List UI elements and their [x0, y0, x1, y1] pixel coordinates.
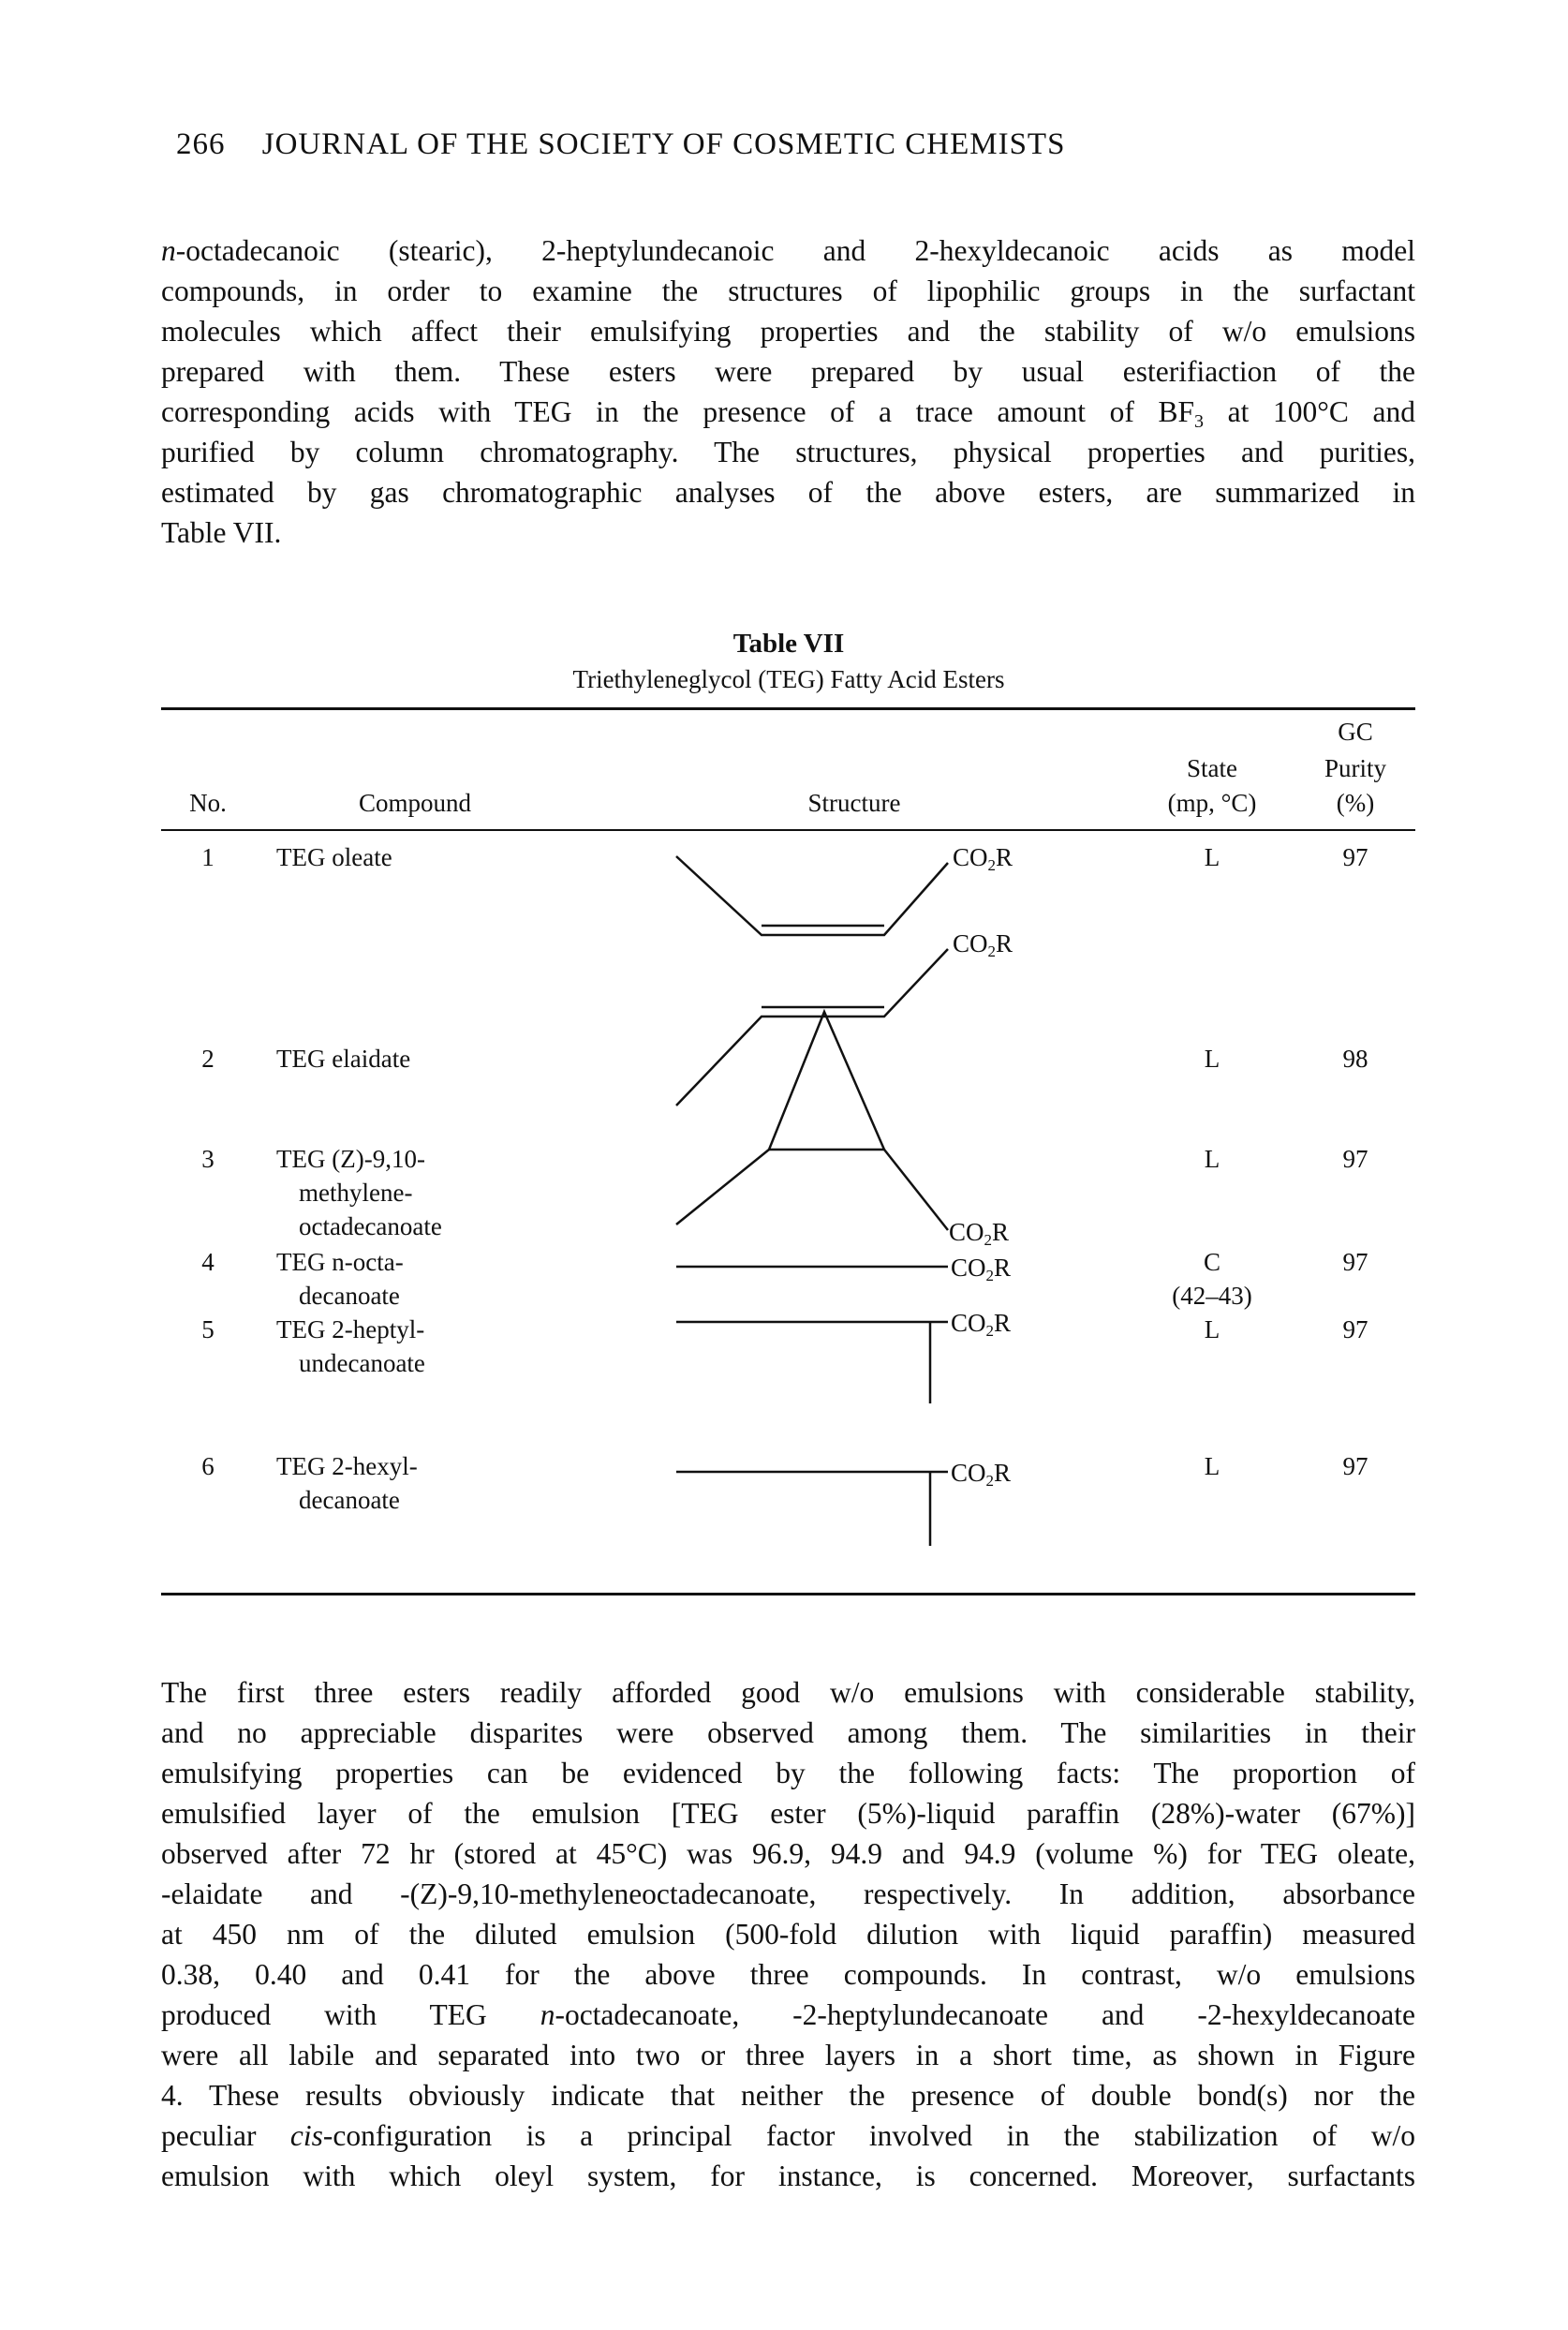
compound-name: decanoate	[299, 1486, 400, 1514]
text-segment: observed after 72 hr (stored at 45°C) was 96.9, 94.9 and 94.9 (volume %) for TEG oleate,	[161, 1837, 1415, 1870]
co2r-label	[949, 1218, 1010, 1249]
table-title: Table VII	[732, 629, 845, 659]
compound-name: undecanoate	[299, 1349, 425, 1377]
text-line	[161, 1755, 1415, 1792]
row-number: 3	[201, 1145, 214, 1173]
text-segment: and no appreciable disparites were observed among them. The similarities in their	[161, 1716, 1415, 1749]
state-value: L	[1204, 843, 1220, 871]
heptylundecanoate-structure	[676, 1322, 948, 1403]
header-structure: Structure	[807, 789, 901, 817]
text-segment: compounds, in order to examine the structures of lipophilic groups in the surfactant	[161, 275, 1415, 307]
state-value: L	[1204, 1452, 1220, 1480]
r-text: R	[994, 1459, 1012, 1487]
r-text: R	[996, 929, 1013, 957]
co2r-label	[951, 1254, 1011, 1282]
text-line	[161, 2117, 1415, 2155]
state-value: L	[1204, 1315, 1220, 1343]
gc-purity-value: 97	[1342, 1145, 1368, 1173]
text-line	[161, 2158, 1415, 2195]
co-text: CO	[951, 1309, 986, 1337]
compound-name: TEG 2-heptyl-	[276, 1315, 425, 1343]
header-state: State	[1187, 754, 1237, 782]
header-state-mp: (mp, °C)	[1167, 789, 1257, 817]
row-number: 6	[201, 1452, 214, 1480]
text-segment: molecules which affect their emulsifying properties and the stability of w/o emulsions	[161, 315, 1415, 348]
oleate-structure	[676, 856, 948, 935]
header-no: No.	[189, 789, 227, 817]
state-value: L	[1204, 1045, 1220, 1073]
page-number: 266	[176, 127, 226, 161]
text-line	[161, 1795, 1415, 1833]
journal-title: JOURNAL OF THE SOCIETY OF COSMETIC CHEMISTS	[261, 127, 1066, 161]
compound-name: methylene-	[299, 1179, 413, 1207]
text-segment: estimated by gas chromatographic analyses of the above esters, are summarized in	[161, 476, 1415, 509]
co2r-label	[953, 843, 1013, 874]
subscript: 2	[987, 856, 997, 874]
table-bottom-rule	[161, 1593, 1415, 1595]
text-line	[161, 1916, 1415, 1953]
state-value: L	[1204, 1145, 1220, 1173]
row-number: 2	[201, 1045, 214, 1073]
header-purity: Purity	[1324, 754, 1387, 782]
italic-text: n	[540, 1998, 555, 2031]
text-line	[161, 2037, 1415, 2074]
text-segment: The first three esters readily afforded good w/o emulsions with considerable stability,	[161, 1676, 1415, 1709]
r-text: R	[996, 843, 1013, 871]
compound-name: TEG (Z)-9,10-	[276, 1145, 425, 1173]
co2r-label	[953, 929, 1013, 960]
state-value: C	[1203, 1248, 1221, 1276]
gc-purity-value: 97	[1342, 1315, 1368, 1343]
text-segment: -configuration is a principal factor involved in the stabilization of w/o	[322, 2119, 1415, 2152]
r-text: R	[994, 1309, 1012, 1337]
hexyldecanoate-structure	[676, 1472, 948, 1546]
text-segment: 0.38, 0.40 and 0.41 for the above three compounds. In contrast, w/o emulsions	[161, 1958, 1415, 1991]
text-segment: purified by column chromatography. The structures, physical properties and purities,	[161, 436, 1415, 468]
text-segment: -octadecanoate, -2-heptylundecanoate and -2-hexyldecanoate	[555, 1998, 1415, 2031]
co2r-label	[951, 1459, 1012, 1490]
text-segment: -elaidate and -(Z)-9,10-methyleneoctadecanoate, respectively. In addition, absorbance	[161, 1877, 1415, 1910]
row-number: 4	[201, 1248, 214, 1276]
text-segment: produced with TEG	[161, 1998, 540, 2031]
compound-name: octadecanoate	[299, 1212, 442, 1240]
text-segment: Table VII.	[161, 516, 282, 549]
gc-purity-value: 98	[1342, 1045, 1368, 1073]
compound-name: TEG n-octa-	[276, 1248, 404, 1276]
gc-purity-value: 97	[1342, 1452, 1368, 1480]
gc-purity-value: 97	[1342, 843, 1368, 871]
co-text: CO	[951, 1254, 986, 1282]
subscript: 2	[987, 942, 997, 960]
text-segment: peculiar	[161, 2119, 290, 2152]
text-segment: at 450 nm of the diluted emulsion (500-fold dilution with liquid paraffin) measured	[161, 1918, 1415, 1951]
text-segment: emulsified layer of the emulsion [TEG ester (5%)-liquid paraffin (28%)-water (67%)]	[161, 1797, 1415, 1830]
melting-point: (42–43)	[1172, 1282, 1252, 1310]
text-segment: emulsifying properties can be evidenced by the following facts: The proportion of	[161, 1757, 1415, 1789]
header-compound: Compound	[358, 789, 472, 817]
text-line	[161, 1835, 1415, 1873]
text-line	[161, 1956, 1415, 1994]
text-segment: at 100°C and	[1204, 395, 1416, 428]
subscript: 2	[985, 1322, 995, 1340]
text-segment: prepared with them. These esters were prepared by usual esterifiaction of the	[161, 355, 1415, 388]
italic-text: cis	[289, 2119, 323, 2152]
header-percent: (%)	[1336, 789, 1375, 817]
header-gc: GC	[1338, 718, 1373, 746]
italic-text: n	[161, 234, 176, 267]
subscript: 3	[1194, 411, 1205, 432]
text-segment: 4. These results obviously indicate that neither the presence of double bond(s) nor the	[161, 2079, 1415, 2112]
compound-name: TEG 2-hexyl-	[276, 1452, 418, 1480]
text-segment: -octadecanoic (stearic), 2-heptylundecanoic and 2-hexyldecanoic acids as model	[175, 234, 1415, 267]
co-text: CO	[949, 1218, 984, 1246]
subscript: 2	[985, 1267, 995, 1284]
text-line	[161, 1674, 1415, 1712]
co-text: CO	[953, 929, 988, 957]
text-line	[161, 1996, 1415, 2034]
compound-name: TEG elaidate	[276, 1045, 411, 1073]
table-subtitle: Triethyleneglycol (TEG) Fatty Acid Esters	[572, 665, 1005, 693]
text-line	[161, 1714, 1415, 1752]
text-line	[161, 1876, 1415, 1913]
cyclopropane-structure	[676, 1012, 948, 1230]
co-text: CO	[951, 1459, 986, 1487]
compound-name: decanoate	[299, 1282, 400, 1310]
text-line	[161, 2077, 1415, 2115]
text-segment: were all labile and separated into two or three layers in a short time, as shown in Figure	[161, 2039, 1415, 2071]
text-segment: corresponding acids with TEG in the presence of a trace amount of BF	[161, 395, 1195, 428]
co2r-label	[951, 1309, 1012, 1340]
gc-purity-value: 97	[1342, 1248, 1368, 1276]
r-text: R	[994, 1254, 1012, 1282]
r-text: R	[992, 1218, 1010, 1246]
elaidate-structure	[676, 949, 948, 1106]
compound-name: TEG oleate	[276, 843, 392, 871]
row-number: 1	[201, 843, 214, 871]
co-text: CO	[953, 843, 988, 871]
subscript: 2	[984, 1231, 993, 1249]
text-segment: emulsion with which oleyl system, for instance, is concerned. Moreover, surfactants	[161, 2159, 1415, 2192]
row-number: 5	[201, 1315, 214, 1343]
subscript: 2	[985, 1472, 995, 1490]
